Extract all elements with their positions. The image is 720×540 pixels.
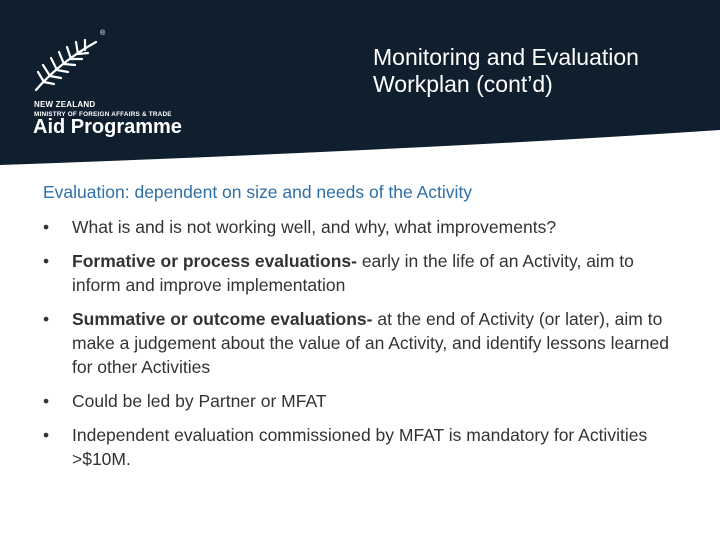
registered-mark: ® bbox=[100, 30, 106, 37]
list-item bbox=[43, 215, 683, 239]
list-item-text: Could be led by Partner or MFAT bbox=[72, 391, 327, 411]
slide-title-line-1: Monitoring and Evaluation bbox=[373, 44, 639, 70]
intro-rest: : dependent on size and needs of the Activity bbox=[124, 182, 473, 202]
intro-lead: Evaluation bbox=[43, 182, 125, 202]
list-item-text: at the end of Activity (or later), aim to make a judgement about the value of an Activity, and identify lessons learned for other Activities bbox=[72, 309, 669, 377]
list-item-bold: Summative or outcome evaluations- bbox=[72, 309, 378, 329]
bullet-list bbox=[43, 215, 683, 471]
bullet-glyph: • bbox=[43, 251, 50, 271]
list-item-bold: Formative or process evaluations- bbox=[72, 251, 362, 271]
slide-content bbox=[43, 182, 683, 481]
fern-icon bbox=[30, 32, 100, 96]
logo-ministry: MINISTRY OF FOREIGN AFFAIRS & TRADE bbox=[34, 111, 172, 118]
bullet-glyph: • bbox=[43, 309, 50, 329]
bullet-glyph: • bbox=[43, 425, 50, 445]
list-item-text: early in the life of an Activity, aim to inform and improve implementation bbox=[72, 251, 634, 295]
logo-programme: Aid Programme bbox=[33, 116, 182, 138]
logo-country: NEW ZEALAND bbox=[34, 100, 96, 109]
list-item bbox=[43, 389, 683, 413]
list-item-text: What is and is not working well, and why, what improvements? bbox=[72, 217, 557, 237]
list-item bbox=[43, 249, 683, 297]
header-banner bbox=[0, 0, 720, 165]
list-item bbox=[43, 307, 683, 379]
aid-programme-logo bbox=[30, 30, 200, 138]
intro-line bbox=[43, 182, 683, 203]
list-item-text: Independent evaluation commissioned by MFAT is mandatory for Activities >$10M. bbox=[72, 425, 648, 469]
slide-title bbox=[373, 44, 703, 98]
list-item bbox=[43, 423, 683, 471]
bullet-glyph: • bbox=[43, 391, 50, 411]
slide-title-line-2: Workplan (cont’d) bbox=[373, 71, 553, 97]
bullet-glyph: • bbox=[43, 217, 50, 237]
